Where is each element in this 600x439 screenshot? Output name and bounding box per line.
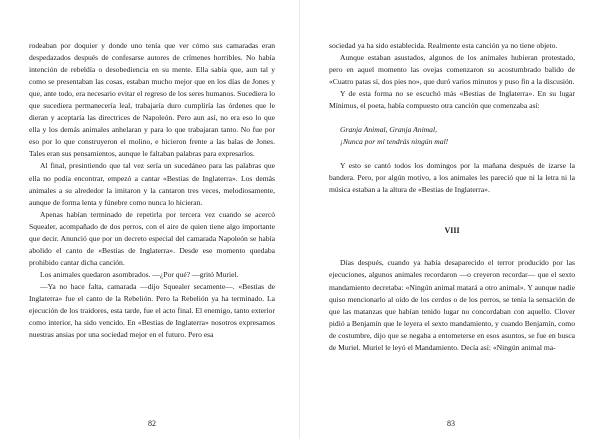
paragraph: Y de esta forma no se escuchó más «Bestias de Inglaterra». En su lugar Mínimus, el poeta, había compuesto otra canción que comenzaba así: (329, 89, 575, 111)
page-number-right: 83 (447, 419, 455, 428)
chapter-heading: VIII (444, 226, 460, 236)
paragraph: Y esto se cantó todos los domingos por la mañana después de izarse la bandera. Pero, por algún motivo, a los animales les pareció que ni la letra ni la música estaban a la altura de «Bestias de Inglaterra». (329, 161, 575, 195)
paragraph: —Ya no hace falta, camarada —dijo Squealer secamente—. «Bestias de Inglaterra» fue el canto de la Rebelión. Pero la Rebelión ya ha terminado. La ejecución de los traidores, esta tarde, fue el acto final. El enemigo, tanto exterior como interior, ha sido vencido. En «Bestias de Inglaterra» nosotros expresamos nuestras ansias por una sociedad mejor en el futuro. Pero esa (29, 281, 275, 340)
paragraph: Aunque estaban asustados, algunos de los animales hubieran protestado, pero en aquel momento las ovejas comenzaron su acostumbrado balido de «Cuatro patas sí, dos pies no», que duró varios minutos y puso fin a la discusión. (329, 53, 575, 87)
left-page (29, 40, 275, 341)
verse-line: Granja Animal, Granja Animal, (340, 125, 437, 135)
paragraph: Al final, presintiendo que tal vez sería un sucedáneo para las palabras que ella no podía encontrar, empezó a cantar «Bestias de Inglaterra». Los demás animales a su alrededor la imitaron y la cantaron tres veces, melodiosamente, aunque de forma lenta y fúnebre como nunca lo hicieran. (29, 161, 275, 207)
verse-line: ¡Nunca por mí tendrás ningún mal! (340, 137, 449, 147)
paragraph: rodeaban por doquier y donde uno tenía que ver cómo sus camaradas eran despedazados después de confesarse autores de crímenes horribles. No había intención de rebeldía o desobediencia en su mente. Ella sabía que, aun tal y como se presentaban las cosas, estaban mucho mejor que en los días de Jones y que, ante todo, era necesario evitar el regreso de los seres humanos. Sucediera lo que sucediera permanecería leal, trabajaría duro cumpliría las órdenes que le dieran y aceptaría las directrices de Napoleón. Pero aun así, no era eso lo que ella y los demás animales anhelaran y para lo que trabajaran tanto. No fue por eso por lo que construyeron el molino, e hicieron frente a las balas de Jones. Tales eran sus pensamientos, aunque le faltaban palabras para expresarlos. (29, 41, 275, 159)
right-page (329, 40, 575, 354)
paragraph: sociedad ya ha sido establecida. Realmente esta canción ya no tiene objeto. (329, 41, 558, 50)
song-verse (329, 124, 575, 148)
page-gutter (299, 0, 300, 439)
page-number-left: 82 (148, 419, 156, 428)
paragraph: Los animales quedaron asombrados. —¿Por qué? —gritó Muriel. (40, 269, 239, 279)
paragraph: Apenas habían terminado de repetirla por tercera vez cuando se acercó Squealer, acompañado de dos perros, con el aire de quien tiene algo importante que decir. Anunció que por un decreto especial del camarada Napoleón se había abolido el canto de «Bestias de Inglaterra». Desde ese momento quedaba prohibido cantar dicha canción. (29, 209, 275, 267)
paragraph: Días después, cuando ya había desaparecido el terror producido por las ejecuciones, algunos animales recordaron —o creyeron recordar— que el sexto mandamiento decretaba: «Ningún animal matará a otro animal». Y aunque nadie quiso mencionarlo al oído de los cerdos o de los perros, se tenía la sensación de que las matanzas que habían tenido lugar no concordaban con aquello. Clover pidió a Benjamín que le leyera el sexto mandamiento, y cuando Benjamín, como de costumbre, dijo que se negaba a entometerse en esos asuntos, se fue en busca de Muriel. Muriel le leyó el Mandamiento. Decía así: «Ningún animal ma- (329, 258, 575, 352)
